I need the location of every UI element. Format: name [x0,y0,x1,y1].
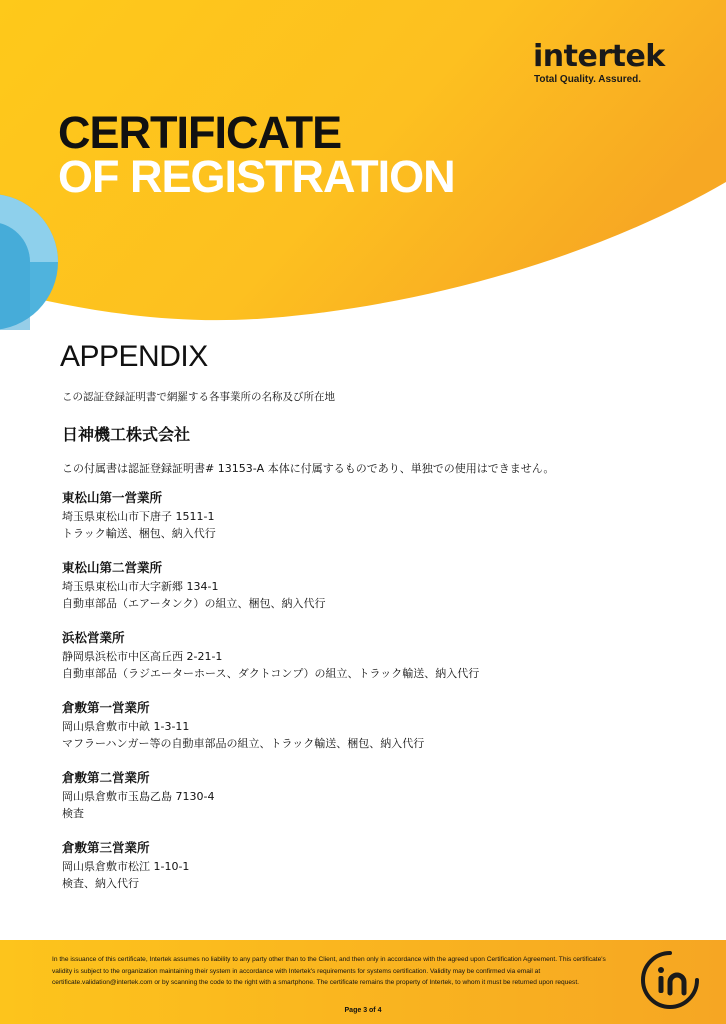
site-address: 静岡県浜松市中区高丘西 2-21-1 [62,650,223,663]
site-name: 東松山第一営業所 [62,490,163,505]
intertek-in-seal-icon[interactable] [639,949,701,1011]
site-scope: 検査、納入代行 [62,877,139,890]
site-scope: 検査 [62,807,84,820]
site-name: 浜松営業所 [62,630,125,645]
intertek-logo [533,40,693,85]
site-address: 岡山県倉敷市中畝 1-3-11 [62,720,190,733]
appendix-note: この付属書は認証登録証明書# 13153-A 本体に付属するものであり、単独での使用はできません。 [62,462,555,475]
site-address: 埼玉県東松山市下唐子 1511-1 [62,510,215,523]
certificate-title-line1: CERTIFICATE [58,107,342,158]
appendix-heading: APPENDIX [60,340,208,373]
site-item [62,488,682,558]
site-scope: トラック輸送、梱包、納入代行 [62,527,216,540]
page-number: Page 3 of 4 [344,1007,382,1014]
site-name: 倉敷第一営業所 [62,700,150,715]
site-item [62,768,682,838]
site-scope: 自動車部品（エアータンク）の組立、梱包、納入代行 [62,597,326,610]
site-address: 岡山県倉敷市松江 1-10-1 [62,860,190,873]
site-name: 東松山第二営業所 [62,560,163,575]
site-address: 岡山県倉敷市玉島乙島 7130-4 [62,790,215,803]
logo-tagline: Total Quality. Assured. [534,74,642,85]
site-item [62,628,682,698]
site-item [62,558,682,628]
company-name: 日神機工株式会社 [62,425,191,444]
certificate-title-line2: OF REGISTRATION [58,151,455,202]
logo-wordmark: intertek [533,39,665,74]
site-list [62,488,682,908]
site-name: 倉敷第三営業所 [62,840,150,855]
site-item [62,838,682,908]
site-item [62,698,682,768]
footer-disclaimer: In the issuance of this certificate, Intertek assumes no liability to any party other than to the Client, and then only in accordance with the agreed upon Certification Agreement. This certificate's validity is subject to the organization maintaining their system in accordance with Intertek's requirements for systems certification. Validity may be confirmed via email at certificate.validation@intertek.com or by scanning the code to the right with a smartphone. The certificate remains the property of Intertek, to whom it must be returned upon request. [52,956,606,986]
site-address: 埼玉県東松山市大字新郷 134-1 [62,580,219,593]
site-scope: 自動車部品（ラジエーターホース、ダクトコンプ）の組立、トラック輸送、納入代行 [62,667,480,680]
site-name: 倉敷第二営業所 [62,770,150,785]
appendix-subtitle: この認証登録証明書で網羅する各事業所の名称及び所在地 [62,391,335,403]
site-scope: マフラーハンガー等の自動車部品の組立、トラック輸送、梱包、納入代行 [62,737,425,750]
